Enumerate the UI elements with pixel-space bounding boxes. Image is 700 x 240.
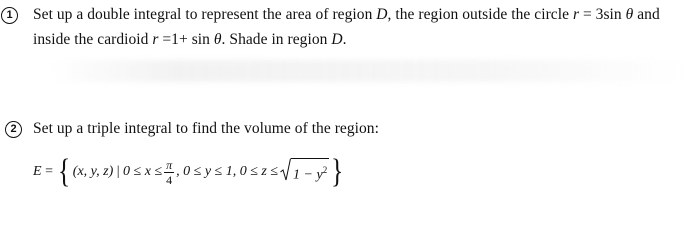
problem-1-number-circle [1, 7, 18, 24]
close-brace: } [331, 153, 344, 190]
problem-2-number: 2 [10, 123, 17, 135]
fraction-denominator: 4 [166, 172, 173, 187]
sqrt-radicand: $1 - y^2$ [291, 158, 329, 186]
problem-1-number: 1 [6, 9, 13, 21]
set-bar: | [113, 164, 124, 179]
condition-y-z: , 0 ≤ y ≤ 1, 0 ≤ z ≤ [176, 164, 279, 179]
square-root [280, 158, 329, 186]
problem-2-line-1: Set up a triple integral to find the volume of the region: [33, 120, 379, 137]
open-brace: { [58, 153, 71, 190]
fraction-numerator: π [166, 157, 173, 172]
problem-1-line-2: inside the cardioid r =1+ sin θ. Shade in region D. [33, 31, 347, 48]
set-name: E [33, 164, 42, 179]
pi-over-four-fraction [164, 159, 174, 186]
exponent: 2 [322, 165, 328, 176]
set-equals: = [41, 164, 57, 179]
set-tuple: (x, y, z) [72, 164, 114, 179]
scan-smudge [48, 60, 688, 82]
radical-sign-icon [280, 158, 291, 182]
set-expression [33, 150, 346, 194]
problem-1-line-1: Set up a double integral to represent the area of region D, the region outside the circle r = 3sin θ and [33, 6, 660, 23]
problem-2-number-circle [5, 121, 22, 138]
condition-x: 0 ≤ x ≤ [123, 164, 163, 179]
